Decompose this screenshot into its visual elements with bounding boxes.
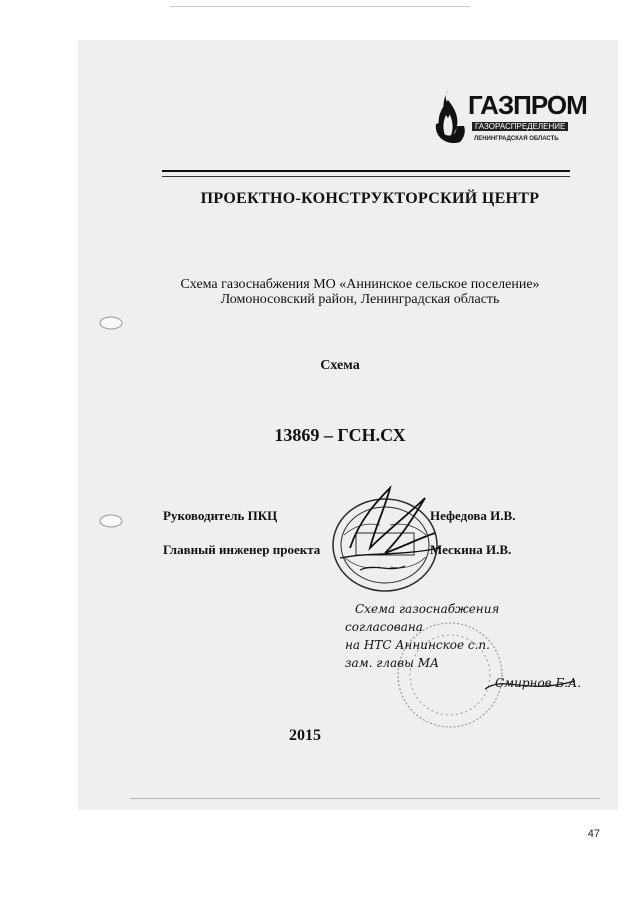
header-rule-thin <box>162 176 570 177</box>
punch-hole-icon <box>98 513 124 529</box>
handwritten-approval-note <box>335 595 595 705</box>
scan-top-edge <box>170 0 470 7</box>
signatory-name-1: Нефедова И.В. <box>430 508 516 523</box>
handwritten-line-3: на НТС Аннинское с.п. <box>345 638 490 652</box>
handwritten-line-1: Схема газоснабжения <box>355 602 500 616</box>
signatory-role-1: Руководитель ПКЦ <box>163 508 278 523</box>
page-number: 47 <box>587 828 600 840</box>
handwritten-signature: Смирнов Б.А. <box>495 676 582 690</box>
organization-name: ПРОЕКТНО-КОНСТРУКТОРСКИЙ ЦЕНТР <box>200 190 540 207</box>
document-year: 2015 <box>289 727 321 744</box>
document-title-line-2: Ломоносовский район, Ленинградская область <box>220 292 500 307</box>
document-title-line-1: Схема газоснабжения МО «Аннинское сельское поселение» <box>180 277 540 292</box>
document-type: Схема <box>320 358 360 373</box>
document-code: 13869 – ГСН.СХ <box>274 425 406 445</box>
punch-hole-icon <box>98 315 124 331</box>
gazprom-logo <box>428 88 587 152</box>
signatory-role-2: Главный инженер проекта <box>163 542 321 557</box>
signatory-name-2: Мескина И.В. <box>430 542 512 557</box>
scan-bottom-edge <box>130 798 600 799</box>
handwritten-line-4: зам. главы МА <box>345 656 440 670</box>
logo-wordmark: ГАЗПРОМ <box>468 90 587 120</box>
handwritten-line-2: согласована <box>345 620 423 634</box>
gas-flame-icon <box>428 88 468 148</box>
header-rule-thick <box>162 170 570 172</box>
logo-subtitle: ГАЗОРАСПРЕДЕЛЕНИЕ <box>472 122 568 131</box>
signature-scribble <box>330 478 450 588</box>
logo-region: ЛЕНИНГРАДСКАЯ ОБЛАСТЬ <box>474 136 559 142</box>
